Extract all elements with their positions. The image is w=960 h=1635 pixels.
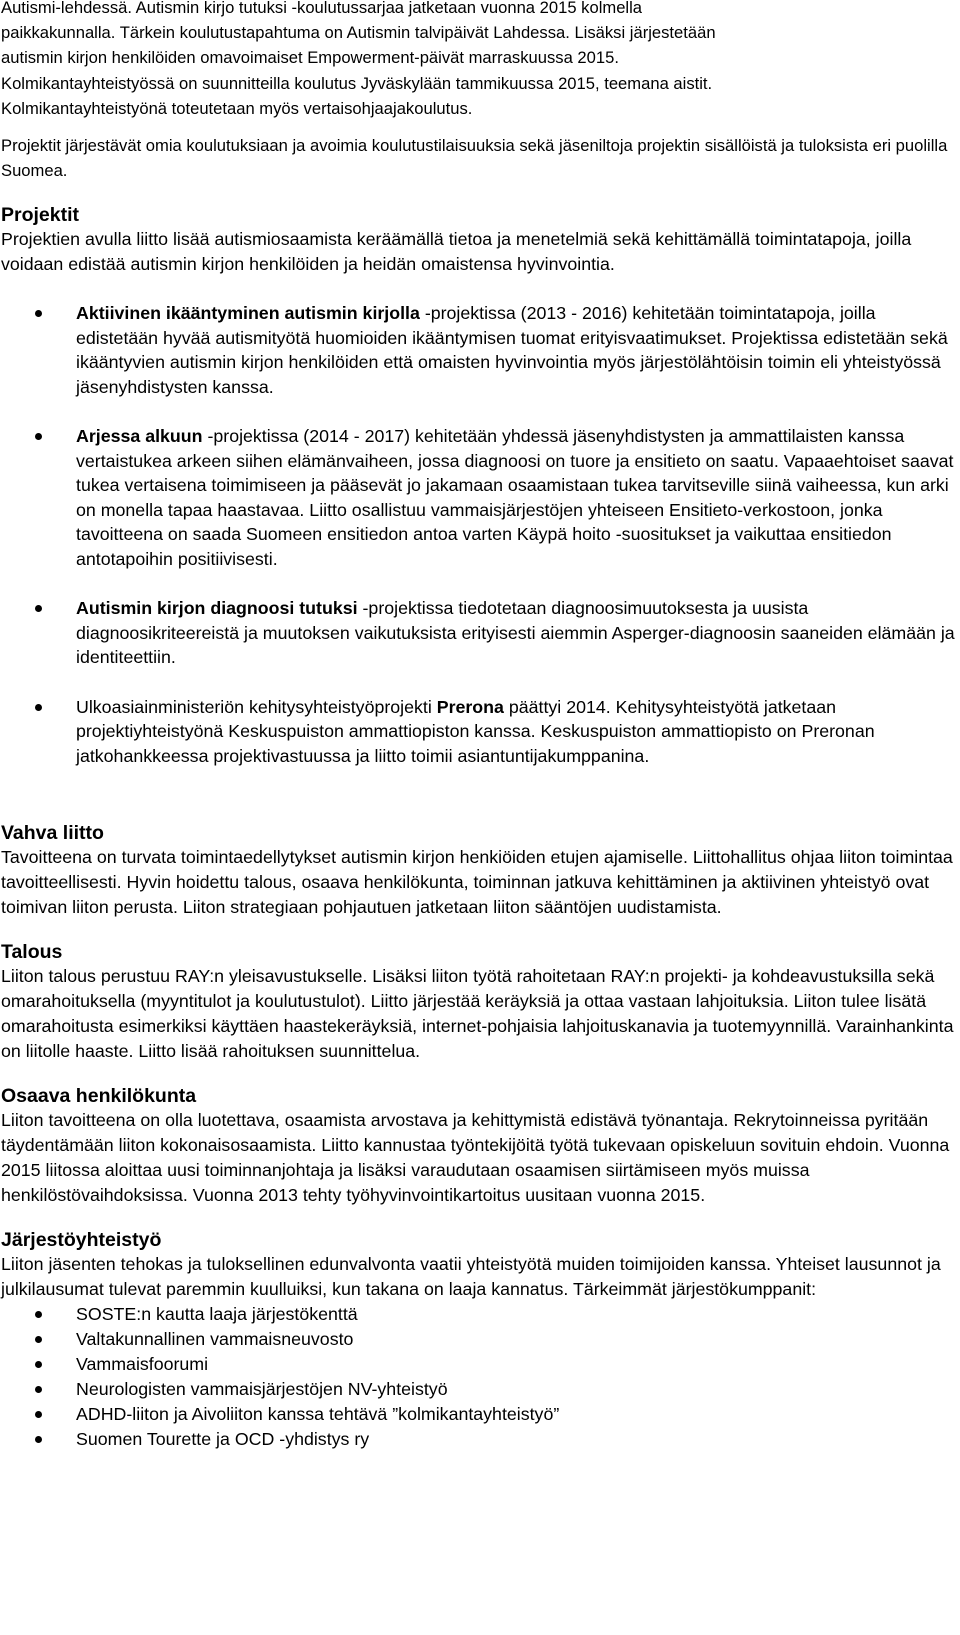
text-line: Kolmikantayhteistyössä on suunnitteilla koulutus Jyväskylään tammikuussa 2015, teemana aistit. bbox=[1, 73, 713, 93]
list-item bbox=[1, 1427, 959, 1452]
section-heading-osaava-henkilokunta: Osaava henkilökunta bbox=[1, 1085, 197, 1108]
project-name: Arjessa alkuun bbox=[76, 426, 203, 447]
section-text-osaava-henkilokunta: Liiton tavoitteena on olla luotettava, osaamista arvostava ja kehittymistä edistävä työnantaja. Rekrytoinneissa pyritään täydentämään liiton kokonaisosaamista. Liitto kannustaa työntekijöitä työtä tukevaan opiskeluun sovituin ehdoin. Vuonna 2015 liitossa aloittaa uusi toiminnanjohtaja ja lisäksi varaudutaan osaamisen siirtämiseen myös muissa henkilöstövaihdoksissa. Vuonna 2013 tehty työhyvinvointikartoitus uusitaan vuonna 2015. bbox=[1, 1110, 950, 1206]
list-item bbox=[1, 1352, 959, 1377]
partner-name: Suomen Tourette ja OCD -yhdistys ry bbox=[76, 1429, 370, 1450]
list-item bbox=[1, 596, 959, 670]
bullet-icon bbox=[35, 310, 42, 317]
list-item bbox=[1, 1402, 959, 1427]
list-item bbox=[1, 1377, 959, 1402]
project-name: Prerona bbox=[436, 696, 504, 717]
list-item bbox=[1, 424, 959, 571]
bullet-icon bbox=[35, 704, 42, 711]
partner-name: SOSTE:n kautta laaja järjestökenttä bbox=[76, 1304, 358, 1325]
partner-name: Vammaisfoorumi bbox=[76, 1354, 209, 1375]
bullet-icon bbox=[35, 1386, 42, 1393]
project-text: -projektissa tiedotetaan diagnoosimuutoksesta ja uusista diagnoosikriteereistä ja muutoksen vaikutuksista erityisesti aiemmin Asperger-diagnoosin saaneiden elämään ja identiteettiin. bbox=[76, 598, 955, 668]
bullet-icon bbox=[35, 433, 42, 440]
list-item bbox=[1, 1327, 959, 1352]
section-text-vahva-liitto: Tavoitteena on turvata toimintaedellytykset autismin kirjon henkiöiden etujen ajamiselle. Liittohallitus ohjaa liiton toimintaa tavoitteellisesti. Hyvin hoidettu talous, osaava henkilökunta, toiminnan jatkuva kehittäminen ja aktiivinen yhteistyö ovat toimivan liiton perusta. Liiton strategiaan pohjautuen jatketaan liiton sääntöjen uudistamista. bbox=[1, 847, 953, 918]
section-text-jarjestoyhteistyo: Liiton jäsenten tehokas ja tuloksellinen edunvalvonta vaatii yhteistyötä muiden toimijoiden kanssa. Yhteiset lausunnot ja julkilausumat tulevat paremmin kuulluiksi, kun takana on laaja kannatus. Tärkeimmät järjestökumppanit: bbox=[1, 1254, 941, 1300]
project-text: päättyi 2014. Kehitysyhteistyötä jatketaan projektiyhteistyönä Keskuspuiston ammattiopiston kanssa. Keskuspuiston ammattiopisto on Preronan jatkohankkeessa projektivastuussa ja liitto toimii asiantuntijakumppanina. bbox=[76, 696, 875, 766]
project-list bbox=[1, 301, 959, 768]
intro-paragraph-2: Projektit järjestävät omia koulutuksiaan ja avoimia koulutustilaisuuksia sekä jäseniltoja projektin sisällöistä ja tuloksista eri puolilla Suomea. bbox=[1, 136, 948, 181]
partner-name: ADHD-liiton ja Aivoliiton kanssa tehtävä ”kolmikantayhteistyö” bbox=[76, 1404, 560, 1425]
text-line: Autismi-lehdessä. Autismin kirjo tutuksi -koulutussarjaa jatketaan vuonna 2015 kolmella bbox=[1, 0, 643, 17]
section-heading-projektit: Projektit bbox=[1, 204, 80, 227]
bullet-icon bbox=[35, 1361, 42, 1368]
project-name: Autismin kirjon diagnoosi tutuksi bbox=[76, 598, 358, 619]
bullet-icon bbox=[35, 1311, 42, 1318]
partner-name: Valtakunnallinen vammaisneuvosto bbox=[76, 1329, 354, 1350]
project-text: -projektissa (2014 - 2017) kehitetään yhdessä jäsenyhdistysten ja ammattilaisten kanssa vertaistukea arkeen siihen elämänvaiheen, jossa diagnoosi on tuore ja ensitieto on saatu. Vapaaehtoiset saavat tukea vertaisena toimimiseen ja pääsevät jo jakamaan osaamistaan tukea tarvitseville siinä vaiheessa, kun arki on monella tapaa haastavaa. Liitto osallistuu vammaisjärjestöjen yhteiseen Ensitieto-verkostoon, jonka tavoitteena on saada Suomeen ensitiedon antoa varten Käypä hoito -suositukset ja vaikuttaa ensitiedon antotapoihin positiivisesti. bbox=[76, 426, 954, 569]
list-item bbox=[1, 301, 959, 399]
section-text-projektit: Projektien avulla liitto lisää autismiosaamista keräämällä tietoa ja menetelmiä sekä kehittämällä toimintatapoja, joilla voidaan edistää autismin kirjon henkilöiden ja heidän omaistensa hyvinvointia. bbox=[1, 229, 912, 275]
project-text: -projektissa (2013 - 2016) kehitetään toimintatapoja, joilla edistetään hyvää autismityötä huomioiden ikääntymisen tuomat erityisvaatimukset. Projektissa edistetään sekä ikääntyvien autismin kirjon henkilöiden että omaisten hyvinvointia myös järjestölähtöisin toimin eli yhteistyössä jäsenyhdistysten kanssa. bbox=[76, 303, 948, 397]
bullet-icon bbox=[35, 605, 42, 612]
section-heading-talous: Talous bbox=[1, 941, 63, 964]
text-line: paikkakunnalla. Tärkein koulutustapahtuma on Autismin talvipäivät Lahdessa. Lisäksi järjestetään bbox=[1, 23, 716, 43]
partner-name: Neurologisten vammaisjärjestöjen NV-yhteistyö bbox=[76, 1379, 448, 1400]
text-line: autismin kirjon henkilöiden omavoimaiset Empowerment-päivät marraskuussa 2015. bbox=[1, 48, 619, 68]
section-text-talous: Liiton talous perustuu RAY:n yleisavustukselle. Lisäksi liiton työtä rahoitetaan RAY:n projekti- ja kohdeavustuksilla sekä omarahoituksella (myyntitulot ja koulutustulot). Liitto järjestää keräyksiä ja ottaa vastaan lahjoituksia. Liiton tulee lisätä omarahoitusta esimerkiksi käyttäen haastekeräyksiä, internet-pohjaisia lahjoituskanavia ja tuotemyynnillä. Varainhankinta on liitolle haaste. Liitto lisää rahoituksen suunnittelua. bbox=[1, 966, 954, 1062]
project-name: Aktiivinen ikääntyminen autismin kirjolla bbox=[76, 303, 420, 324]
intro-paragraph bbox=[1, 0, 959, 121]
project-prefix: Ulkoasiainministeriön kehitysyhteistyöprojekti bbox=[76, 696, 437, 717]
bullet-icon bbox=[35, 1436, 42, 1443]
section-heading-vahva-liitto: Vahva liitto bbox=[1, 822, 104, 845]
section-heading-jarjestoyhteistyo: Järjestöyhteistyö bbox=[1, 1229, 162, 1252]
bullet-icon bbox=[35, 1336, 42, 1343]
text-line: Kolmikantayhteistyönä toteutetaan myös vertaisohjaajakoulutus. bbox=[1, 98, 473, 118]
list-item bbox=[1, 695, 959, 769]
list-item bbox=[1, 1302, 959, 1327]
partner-list bbox=[1, 1302, 959, 1452]
bullet-icon bbox=[35, 1411, 42, 1418]
